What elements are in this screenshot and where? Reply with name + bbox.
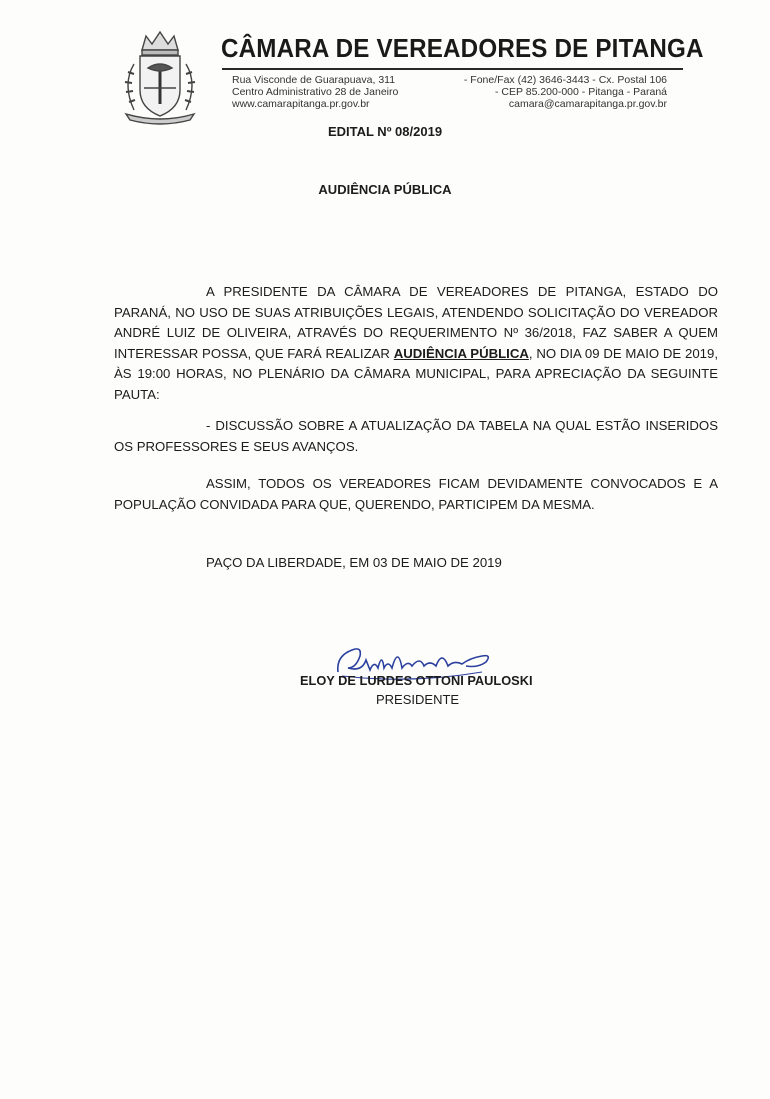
address-line-2: Centro Administrativo 28 de Janeiro <box>232 86 399 98</box>
title-underline <box>222 68 683 70</box>
body-emphasis: AUDIÊNCIA PÚBLICA <box>393 345 529 361</box>
phone-line: - Fone/Fax (42) 3646-3443 - Cx. Postal 106 <box>463 74 667 86</box>
cep-line: - CEP 85.200-000 - Pitanga - Paraná <box>495 86 667 98</box>
document-title: EDITAL Nº 08/2019 <box>327 124 443 139</box>
email: camara@camarapitanga.pr.gov.br <box>508 98 667 110</box>
address-line: Rua Visconde de Guarapuava, 311 <box>232 74 396 86</box>
coat-of-arms-icon <box>112 28 208 126</box>
organization-name: CÂMARA DE VEREADORES DE PITANGA <box>221 33 704 63</box>
document-subject: AUDIÊNCIA PÚBLICA <box>318 182 452 197</box>
body-text-part2: , NO DIA 09 DE MAIO DE 2019, ÀS 19:00 HORAS, NO PLENÁRIO DA CÂMARA MUNICIPAL, PARA APRECIAÇÃO DA SEGUINTE PAUTA: <box>114 345 718 402</box>
website: www.camarapitanga.pr.gov.br <box>232 98 370 110</box>
body-text-part1: A PRESIDENTE DA CÂMARA DE VEREADORES DE PITANGA, ESTADO DO PARANÁ, NO USO DE SUAS ATRIBUIÇÕES LEGAIS, ATENDENDO SOLICITAÇÃO DO VEREADOR ANDRÉ LUIZ DE OLIVEIRA, ATRAVÉS DO REQUERIMENTO Nº 36/2018, FAZ SABER A QUEM INTERESSAR POSSA, QUE FARÁ REALIZAR <box>114 284 718 361</box>
closing-paragraph <box>114 474 718 515</box>
signer-role: PRESIDENTE <box>376 692 460 707</box>
closing-text: ASSIM, TODOS OS VEREADORES FICAM DEVIDAMENTE CONVOCADOS E A POPULAÇÃO CONVIDADA PARA QUE, QUERENDO, PARTICIPEM DA MESMA. <box>114 476 718 512</box>
body-paragraph <box>114 282 718 405</box>
signer-name: ELOY DE LURDES OTTONI PAULOSKI <box>300 673 533 688</box>
agenda-item <box>114 416 718 457</box>
agenda-text: - DISCUSSÃO SOBRE A ATUALIZAÇÃO DA TABELA NA QUAL ESTÃO INSERIDOS OS PROFESSORES E SEUS AVANÇOS. <box>114 418 718 454</box>
date-line: PAÇO DA LIBERDADE, EM 03 DE MAIO DE 2019 <box>206 555 502 570</box>
